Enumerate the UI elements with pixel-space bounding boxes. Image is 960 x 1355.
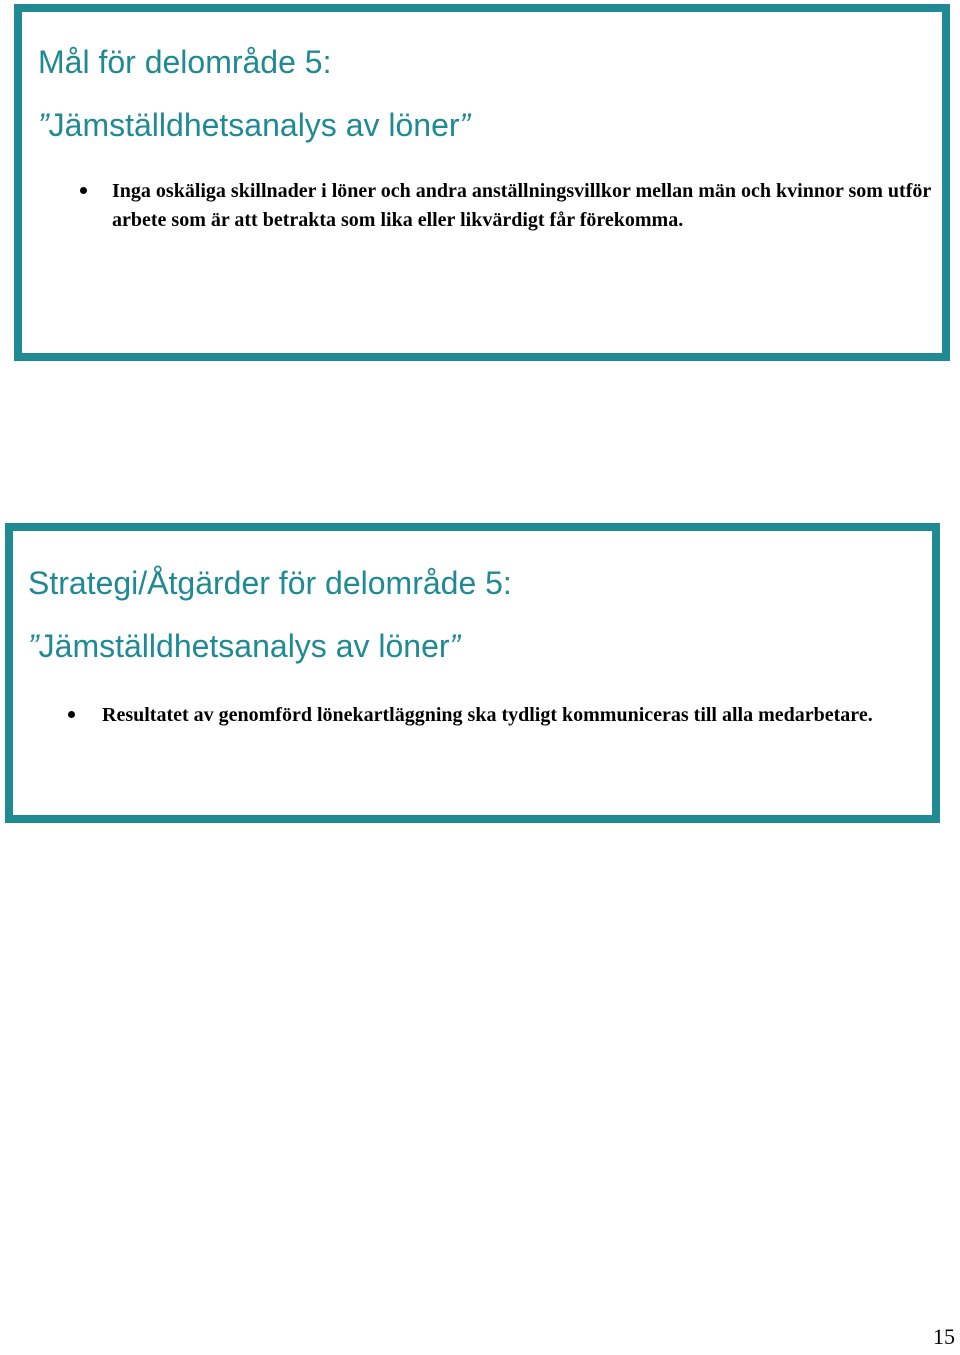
strategy-bullet-list	[102, 701, 917, 730]
strategy-section-title-line1: Strategi/Åtgärder för delområde 5:	[28, 565, 512, 601]
goal-section-title-line1: Mål för delområde 5:	[38, 44, 332, 80]
bullet-icon	[68, 711, 75, 718]
page-number: 15	[933, 1324, 955, 1349]
close-quote: ”	[459, 107, 471, 143]
goal-bullet-list	[112, 177, 932, 235]
goal-section-title-line2: Jämställdhetsanalys av löner	[48, 107, 460, 143]
strategy-section-subtitle	[28, 627, 460, 665]
bullet-icon	[80, 187, 87, 194]
goal-section-title	[38, 43, 331, 81]
strategy-bullet-text: Resultatet av genomförd lönekartläggning ska tydligt kommuniceras till alla medarbetare.	[102, 704, 873, 726]
list-item	[102, 701, 917, 730]
open-quote: ”	[28, 628, 39, 664]
goal-section-subtitle	[38, 106, 470, 144]
strategy-section-title	[28, 564, 512, 602]
close-quote: ”	[449, 628, 461, 664]
open-quote: ”	[38, 107, 49, 143]
list-item	[112, 177, 932, 235]
goal-bullet-text: Inga oskäliga skillnader i löner och andra anställningsvillkor mellan män och kvinnor som utför arbete som är att betrakta som lika eller likvärdigt får förekomma.	[112, 180, 931, 231]
strategy-section-title-line2: Jämställdhetsanalys av löner	[38, 628, 450, 664]
